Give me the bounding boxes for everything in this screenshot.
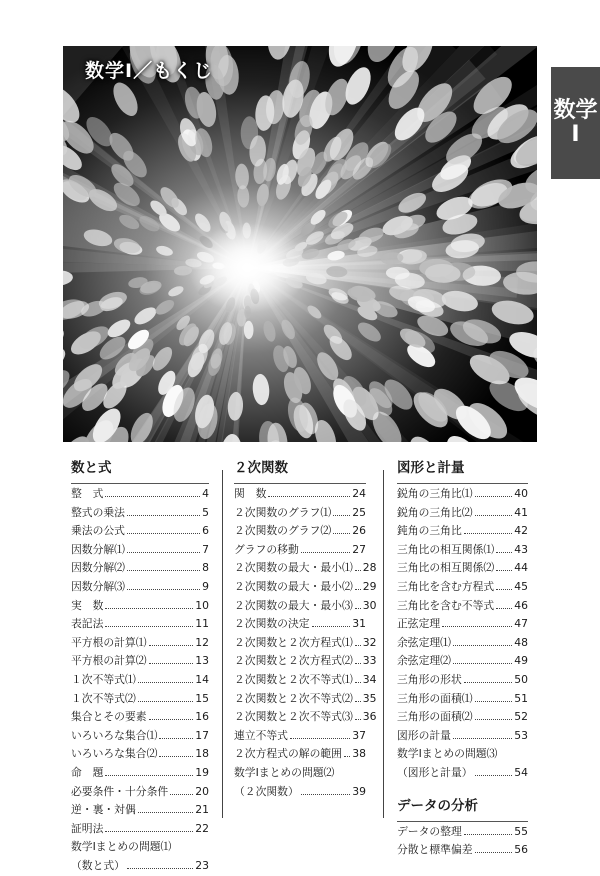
toc-dot-leader	[453, 645, 512, 646]
toc-list	[234, 486, 366, 802]
toc-dot-leader	[464, 682, 512, 683]
toc-entry	[234, 709, 366, 728]
toc-entry-page: 11	[195, 617, 209, 630]
toc-entry	[234, 635, 366, 654]
toc-entry-page: 49	[514, 654, 528, 667]
toc-entry	[397, 728, 528, 747]
toc-entry	[234, 560, 366, 579]
toc-entry-page: 32	[363, 636, 377, 649]
toc-entry-page: 39	[352, 785, 366, 798]
toc-entry-title: ２次関数の最大・最小⑵	[234, 579, 353, 594]
toc-entry-page: 55	[514, 825, 528, 838]
toc-entry	[397, 824, 528, 843]
toc-entry-page: 17	[195, 729, 209, 742]
toc-dot-leader	[149, 719, 194, 720]
toc-entry-title: グラフの移動	[234, 542, 299, 557]
toc-entry-title: ２次方程式の解の範囲	[234, 746, 342, 761]
toc-entry	[234, 505, 366, 524]
toc-dot-leader	[355, 719, 361, 720]
side-tab-text-line2: Ⅰ	[571, 123, 579, 147]
toc-entry	[234, 523, 366, 542]
toc-dot-leader	[355, 570, 361, 571]
toc-entry-title: 三角比を含む不等式	[397, 598, 494, 613]
toc-entry-page: 13	[195, 654, 209, 667]
toc-entry-title: 数学Ⅰまとめの問題⑶	[397, 746, 497, 761]
toc-entry-page: 48	[514, 636, 528, 649]
toc-entry	[234, 691, 366, 710]
toc-dot-leader	[127, 589, 200, 590]
toc-entry	[71, 560, 209, 579]
toc-entry	[71, 691, 209, 710]
toc-entry-page: 15	[195, 692, 209, 705]
subject-side-tab	[551, 67, 600, 179]
toc-dot-leader	[442, 626, 512, 627]
toc-entry-title: 整式の乗法	[71, 505, 125, 520]
side-tab-text-line1: 数学	[553, 99, 597, 123]
hero-image	[63, 46, 537, 442]
toc-entry-page: 19	[195, 766, 209, 779]
toc-entry	[234, 765, 366, 784]
toc-entry-page: 25	[352, 506, 366, 519]
toc-column-quadratic-functions	[234, 458, 366, 802]
toc-entry	[234, 653, 366, 672]
toc-list	[397, 486, 528, 784]
toc-entry-title: 因数分解⑵	[71, 560, 125, 575]
toc-entry-title: いろいろな集合⑵	[71, 746, 157, 761]
toc-entry	[71, 616, 209, 635]
toc-entry	[397, 598, 528, 617]
toc-entry-title: 三角形の面積⑴	[397, 691, 473, 706]
toc-dot-leader	[170, 794, 193, 795]
toc-dot-leader	[453, 663, 512, 664]
toc-entry-page: 23	[195, 859, 209, 872]
toc-entry-page: 29	[363, 580, 377, 593]
toc-entry-page: 26	[352, 524, 366, 537]
toc-entry-page: 37	[352, 729, 366, 742]
toc-dot-leader	[355, 663, 361, 664]
toc-dot-leader	[159, 756, 193, 757]
toc-entry-title: ２次関数と２次不等式⑶	[234, 709, 353, 724]
toc-column-numbers-and-expressions	[71, 458, 209, 876]
toc-entry-page: 21	[195, 803, 209, 816]
section-heading: 数と式	[71, 458, 209, 478]
toc-entry-title: 数学Ⅰまとめの問題⑵	[234, 765, 334, 780]
toc-entry-title: 数学Ⅰまとめの問題⑴	[71, 839, 171, 854]
column-divider	[383, 470, 384, 818]
toc-entry-title: 鋭角の三角比⑵	[397, 505, 473, 520]
page-title: 数学Ⅰ／もくじ	[85, 56, 213, 83]
toc-dot-leader	[496, 570, 512, 571]
toc-entry	[234, 598, 366, 617]
toc-dot-leader	[105, 831, 193, 832]
toc-column-figures-and-data	[397, 458, 528, 861]
toc-entry-title: 命 題	[71, 765, 103, 780]
toc-entry	[234, 579, 366, 598]
toc-dot-leader	[268, 496, 350, 497]
toc-entry-page: 22	[195, 822, 209, 835]
toc-entry-page: 35	[363, 692, 377, 705]
toc-dot-leader	[453, 738, 512, 739]
toc-entry-page: 6	[202, 524, 209, 537]
toc-entry-title: 余弦定理⑴	[397, 635, 451, 650]
toc-dot-leader	[355, 701, 361, 702]
section-divider	[397, 821, 528, 822]
toc-entry-title: 分散と標準偏差	[397, 842, 473, 857]
toc-entry-page: 5	[202, 506, 209, 519]
toc-entry-title: １次不等式⑴	[71, 672, 136, 687]
toc-entry	[234, 746, 366, 765]
toc-entry-title: 三角比の相互関係⑵	[397, 560, 494, 575]
toc-dot-leader	[127, 515, 200, 516]
toc-entry-page: 42	[514, 524, 528, 537]
toc-entry-page: 51	[514, 692, 528, 705]
toc-entry-page: 36	[363, 710, 377, 723]
toc-entry-page: 4	[202, 487, 209, 500]
section-heading: ２次関数	[234, 458, 366, 478]
toc-entry-page: 16	[195, 710, 209, 723]
toc-entry	[234, 784, 366, 803]
toc-entry-title: ２次関数のグラフ⑵	[234, 523, 331, 538]
toc-entry	[234, 486, 366, 505]
toc-entry-page: 31	[352, 617, 366, 630]
toc-entry-page: 7	[202, 543, 209, 556]
toc-entry-title: 平方根の計算⑴	[71, 635, 147, 650]
toc-entry-title: 表記法	[71, 616, 103, 631]
toc-entry	[397, 505, 528, 524]
toc-entry-page: 38	[352, 747, 366, 760]
toc-entry-title: ２次関数のグラフ⑴	[234, 505, 331, 520]
toc-dot-leader	[464, 834, 512, 835]
toc-dot-leader	[149, 663, 194, 664]
toc-dot-leader	[355, 589, 361, 590]
toc-entry-page: 9	[202, 580, 209, 593]
toc-dot-leader	[333, 533, 350, 534]
section-heading: 図形と計量	[397, 458, 528, 478]
toc-entry-title: 連立不等式	[234, 728, 288, 743]
toc-dot-leader	[127, 552, 200, 553]
toc-entry-title: ２次関数の最大・最小⑶	[234, 598, 353, 613]
toc-entry-title: 余弦定理⑵	[397, 653, 451, 668]
toc-entry	[71, 505, 209, 524]
toc-entry	[397, 579, 528, 598]
toc-dot-leader	[344, 756, 350, 757]
toc-entry-title: 鈍角の三角比	[397, 523, 462, 538]
section-heading: データの分析	[397, 796, 528, 816]
toc-dot-leader	[301, 552, 350, 553]
toc-entry-title: 必要条件・十分条件	[71, 784, 168, 799]
toc-entry-page: 44	[514, 561, 528, 574]
toc-entry-title: ２次関数と２次不等式⑵	[234, 691, 353, 706]
toc-entry	[71, 486, 209, 505]
toc-dot-leader	[105, 626, 193, 627]
toc-dot-leader	[475, 701, 513, 702]
toc-dot-leader	[475, 852, 513, 853]
toc-entry-page: 24	[352, 487, 366, 500]
toc-entry-page: 47	[514, 617, 528, 630]
toc-entry-page: 8	[202, 561, 209, 574]
toc-entry-title: いろいろな集合⑴	[71, 728, 157, 743]
section-divider	[397, 483, 528, 484]
toc-dot-leader	[290, 738, 350, 739]
toc-entry-title: １次不等式⑵	[71, 691, 136, 706]
toc-entry	[71, 653, 209, 672]
toc-entry-page: 20	[195, 785, 209, 798]
toc-entry	[397, 709, 528, 728]
toc-entry-title: 正弦定理	[397, 616, 440, 631]
toc-entry	[397, 672, 528, 691]
toc-entry	[397, 746, 528, 765]
toc-entry	[234, 616, 366, 635]
toc-dot-leader	[475, 515, 513, 516]
toc-entry	[234, 728, 366, 747]
toc-entry-page: 33	[363, 654, 377, 667]
toc-entry-title: （数と式）	[71, 858, 125, 873]
toc-entry	[234, 672, 366, 691]
toc-entry-page: 45	[514, 580, 528, 593]
toc-dot-leader	[355, 682, 361, 683]
toc-dot-leader	[496, 552, 512, 553]
toc-dot-leader	[138, 812, 193, 813]
toc-entry-title: ２次関数と２次不等式⑴	[234, 672, 353, 687]
toc-entry	[71, 672, 209, 691]
toc-dot-leader	[475, 719, 513, 720]
section-divider	[71, 483, 209, 484]
toc-entry-page: 10	[195, 599, 209, 612]
toc-entry	[234, 542, 366, 561]
toc-dot-leader	[127, 868, 193, 869]
toc-entry-page: 40	[514, 487, 528, 500]
toc-entry-page: 12	[195, 636, 209, 649]
toc-entry-title: データの整理	[397, 824, 462, 839]
toc-dot-leader	[127, 570, 200, 571]
toc-entry-title: 三角形の形状	[397, 672, 462, 687]
toc-entry-page: 52	[514, 710, 528, 723]
toc-dot-leader	[475, 775, 513, 776]
toc-dot-leader	[301, 794, 350, 795]
toc-entry-page: 46	[514, 599, 528, 612]
toc-entry-title: ２次関数の決定	[234, 616, 310, 631]
toc-dot-leader	[475, 496, 513, 497]
toc-dot-leader	[138, 701, 193, 702]
toc-dot-leader	[149, 645, 194, 646]
toc-entry	[71, 542, 209, 561]
toc-entry-title: 集合とその要素	[71, 709, 147, 724]
toc-entry	[71, 765, 209, 784]
toc-entry-title: 逆・裏・対偶	[71, 802, 136, 817]
toc-entry-title: 乗法の公式	[71, 523, 125, 538]
toc-entry-page: 50	[514, 673, 528, 686]
toc-entry-title: （図形と計量）	[397, 765, 473, 780]
toc-dot-leader	[496, 589, 512, 590]
toc-entry	[71, 839, 209, 858]
toc-entry-title: 実 数	[71, 598, 103, 613]
toc-entry-title: 因数分解⑴	[71, 542, 125, 557]
toc-entry-title: 証明法	[71, 821, 103, 836]
toc-entry-title: ２次関数と２次方程式⑵	[234, 653, 353, 668]
toc-entry	[71, 821, 209, 840]
toc-dot-leader	[355, 645, 361, 646]
toc-entry-title: 関 数	[234, 486, 266, 501]
toc-entry	[397, 486, 528, 505]
toc-entry-title: 因数分解⑶	[71, 579, 125, 594]
toc-entry-page: 30	[363, 599, 377, 612]
toc-entry	[397, 653, 528, 672]
toc-dot-leader	[138, 682, 193, 683]
toc-entry-title: ２次関数と２次方程式⑴	[234, 635, 353, 650]
toc-dot-leader	[105, 775, 193, 776]
toc-entry-page: 56	[514, 843, 528, 856]
column-divider	[222, 470, 223, 818]
toc-dot-leader	[159, 738, 193, 739]
toc-entry-page: 53	[514, 729, 528, 742]
toc-dot-leader	[127, 533, 200, 534]
toc-list	[71, 486, 209, 876]
toc-entry-page: 28	[363, 561, 377, 574]
toc-entry	[71, 709, 209, 728]
toc-entry-title: ２次関数の最大・最小⑴	[234, 560, 353, 575]
toc-entry-page: 18	[195, 747, 209, 760]
toc-dot-leader	[355, 608, 361, 609]
toc-entry-title: 整 式	[71, 486, 103, 501]
toc-entry	[397, 616, 528, 635]
toc-entry-page: 14	[195, 673, 209, 686]
toc-dot-leader	[496, 608, 512, 609]
toc-entry	[71, 523, 209, 542]
section-divider	[234, 483, 366, 484]
toc-entry	[71, 579, 209, 598]
toc-entry	[397, 635, 528, 654]
toc-dot-leader	[105, 496, 200, 497]
toc-list	[397, 824, 528, 861]
toc-entry	[71, 802, 209, 821]
toc-entry	[397, 765, 528, 784]
toc-dot-leader	[105, 608, 193, 609]
toc-entry-title: 三角比の相互関係⑴	[397, 542, 494, 557]
toc-entry	[397, 523, 528, 542]
toc-entry	[71, 858, 209, 876]
toc-entry-page: 27	[352, 543, 366, 556]
toc-entry	[397, 842, 528, 861]
toc-entry	[71, 784, 209, 803]
toc-dot-leader	[464, 533, 512, 534]
toc-entry-page: 41	[514, 506, 528, 519]
toc-dot-leader	[312, 626, 351, 627]
toc-entry	[71, 728, 209, 747]
toc-entry-page: 43	[514, 543, 528, 556]
toc-entry	[71, 598, 209, 617]
toc-entry	[71, 635, 209, 654]
toc-entry-title: 三角形の面積⑵	[397, 709, 473, 724]
toc-entry-page: 34	[363, 673, 377, 686]
toc-dot-leader	[333, 515, 350, 516]
hyperspace-burst-illustration	[63, 46, 537, 442]
toc-entry	[397, 560, 528, 579]
toc-entry-title: 鋭角の三角比⑴	[397, 486, 473, 501]
toc-entry	[71, 746, 209, 765]
toc-entry-title: 図形の計量	[397, 728, 451, 743]
toc-entry-title: 平方根の計算⑵	[71, 653, 147, 668]
toc-entry-title: （２次関数）	[234, 784, 299, 799]
toc-entry-page: 54	[514, 766, 528, 779]
toc-entry	[397, 542, 528, 561]
toc-entry-title: 三角比を含む方程式	[397, 579, 494, 594]
toc-entry	[397, 691, 528, 710]
